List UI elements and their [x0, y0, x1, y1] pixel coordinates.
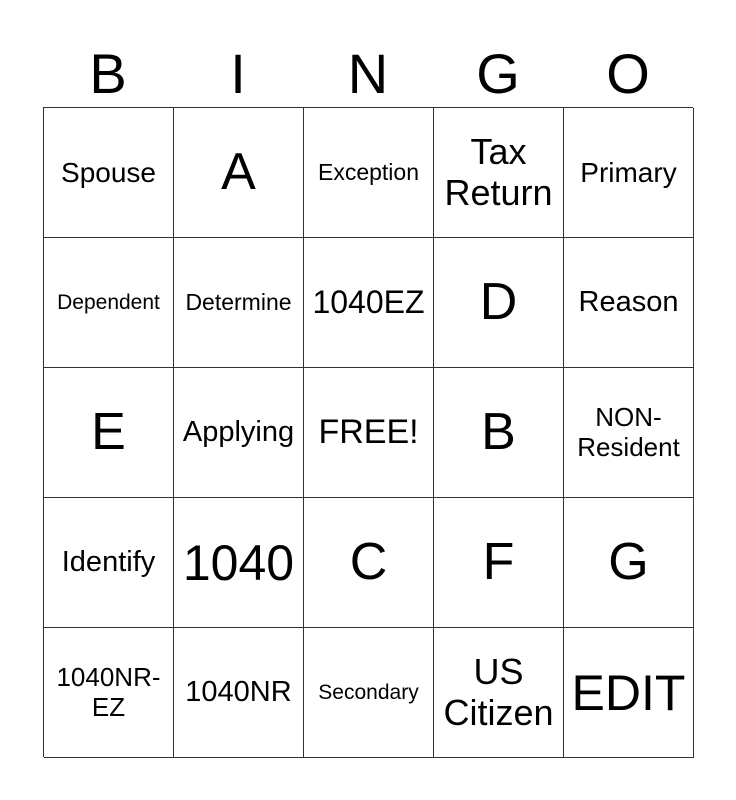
bingo-cell-r3-c5[interactable]: NON-Resident: [564, 368, 694, 498]
bingo-cell-r1-c3[interactable]: Exception: [304, 108, 434, 238]
bingo-cell-r3-c4[interactable]: B: [434, 368, 564, 498]
bingo-cell-r2-c4[interactable]: D: [434, 238, 564, 368]
bingo-cell-r5-c1[interactable]: 1040NR-EZ: [44, 628, 174, 758]
header-letter-n: N: [347, 42, 389, 105]
bingo-cell-r4-c4[interactable]: F: [434, 498, 564, 628]
bingo-header: [43, 40, 693, 108]
bingo-cell-r5-c3[interactable]: Secondary: [304, 628, 434, 758]
header-letter-g: G: [476, 42, 520, 105]
bingo-cell-r1-c4[interactable]: Tax Return: [434, 108, 564, 238]
bingo-cell-r1-c5[interactable]: Primary: [564, 108, 694, 238]
bingo-cell-r5-c4[interactable]: US Citizen: [434, 628, 564, 758]
bingo-cell-r1-c1[interactable]: Spouse: [44, 108, 174, 238]
header-letter-b: B: [89, 42, 127, 105]
bingo-cell-r2-c1[interactable]: Dependent: [44, 238, 174, 368]
bingo-cell-r4-c5[interactable]: G: [564, 498, 694, 628]
bingo-cell-r2-c3[interactable]: 1040EZ: [304, 238, 434, 368]
header-letter-i: I: [230, 42, 246, 105]
bingo-board: [43, 107, 693, 757]
header-letter-o: O: [606, 42, 650, 105]
bingo-cell-r4-c3[interactable]: C: [304, 498, 434, 628]
bingo-cell-r3-c2[interactable]: Applying: [174, 368, 304, 498]
bingo-cell-r2-c5[interactable]: Reason: [564, 238, 694, 368]
bingo-cell-r5-c5[interactable]: EDIT: [564, 628, 694, 758]
bingo-cell-r3-c3[interactable]: FREE!: [304, 368, 434, 498]
bingo-cell-r3-c1[interactable]: E: [44, 368, 174, 498]
bingo-cell-r5-c2[interactable]: 1040NR: [174, 628, 304, 758]
bingo-cell-r1-c2[interactable]: A: [174, 108, 304, 238]
bingo-cell-r4-c1[interactable]: Identify: [44, 498, 174, 628]
bingo-cell-r2-c2[interactable]: Determine: [174, 238, 304, 368]
bingo-cell-r4-c2[interactable]: 1040: [174, 498, 304, 628]
